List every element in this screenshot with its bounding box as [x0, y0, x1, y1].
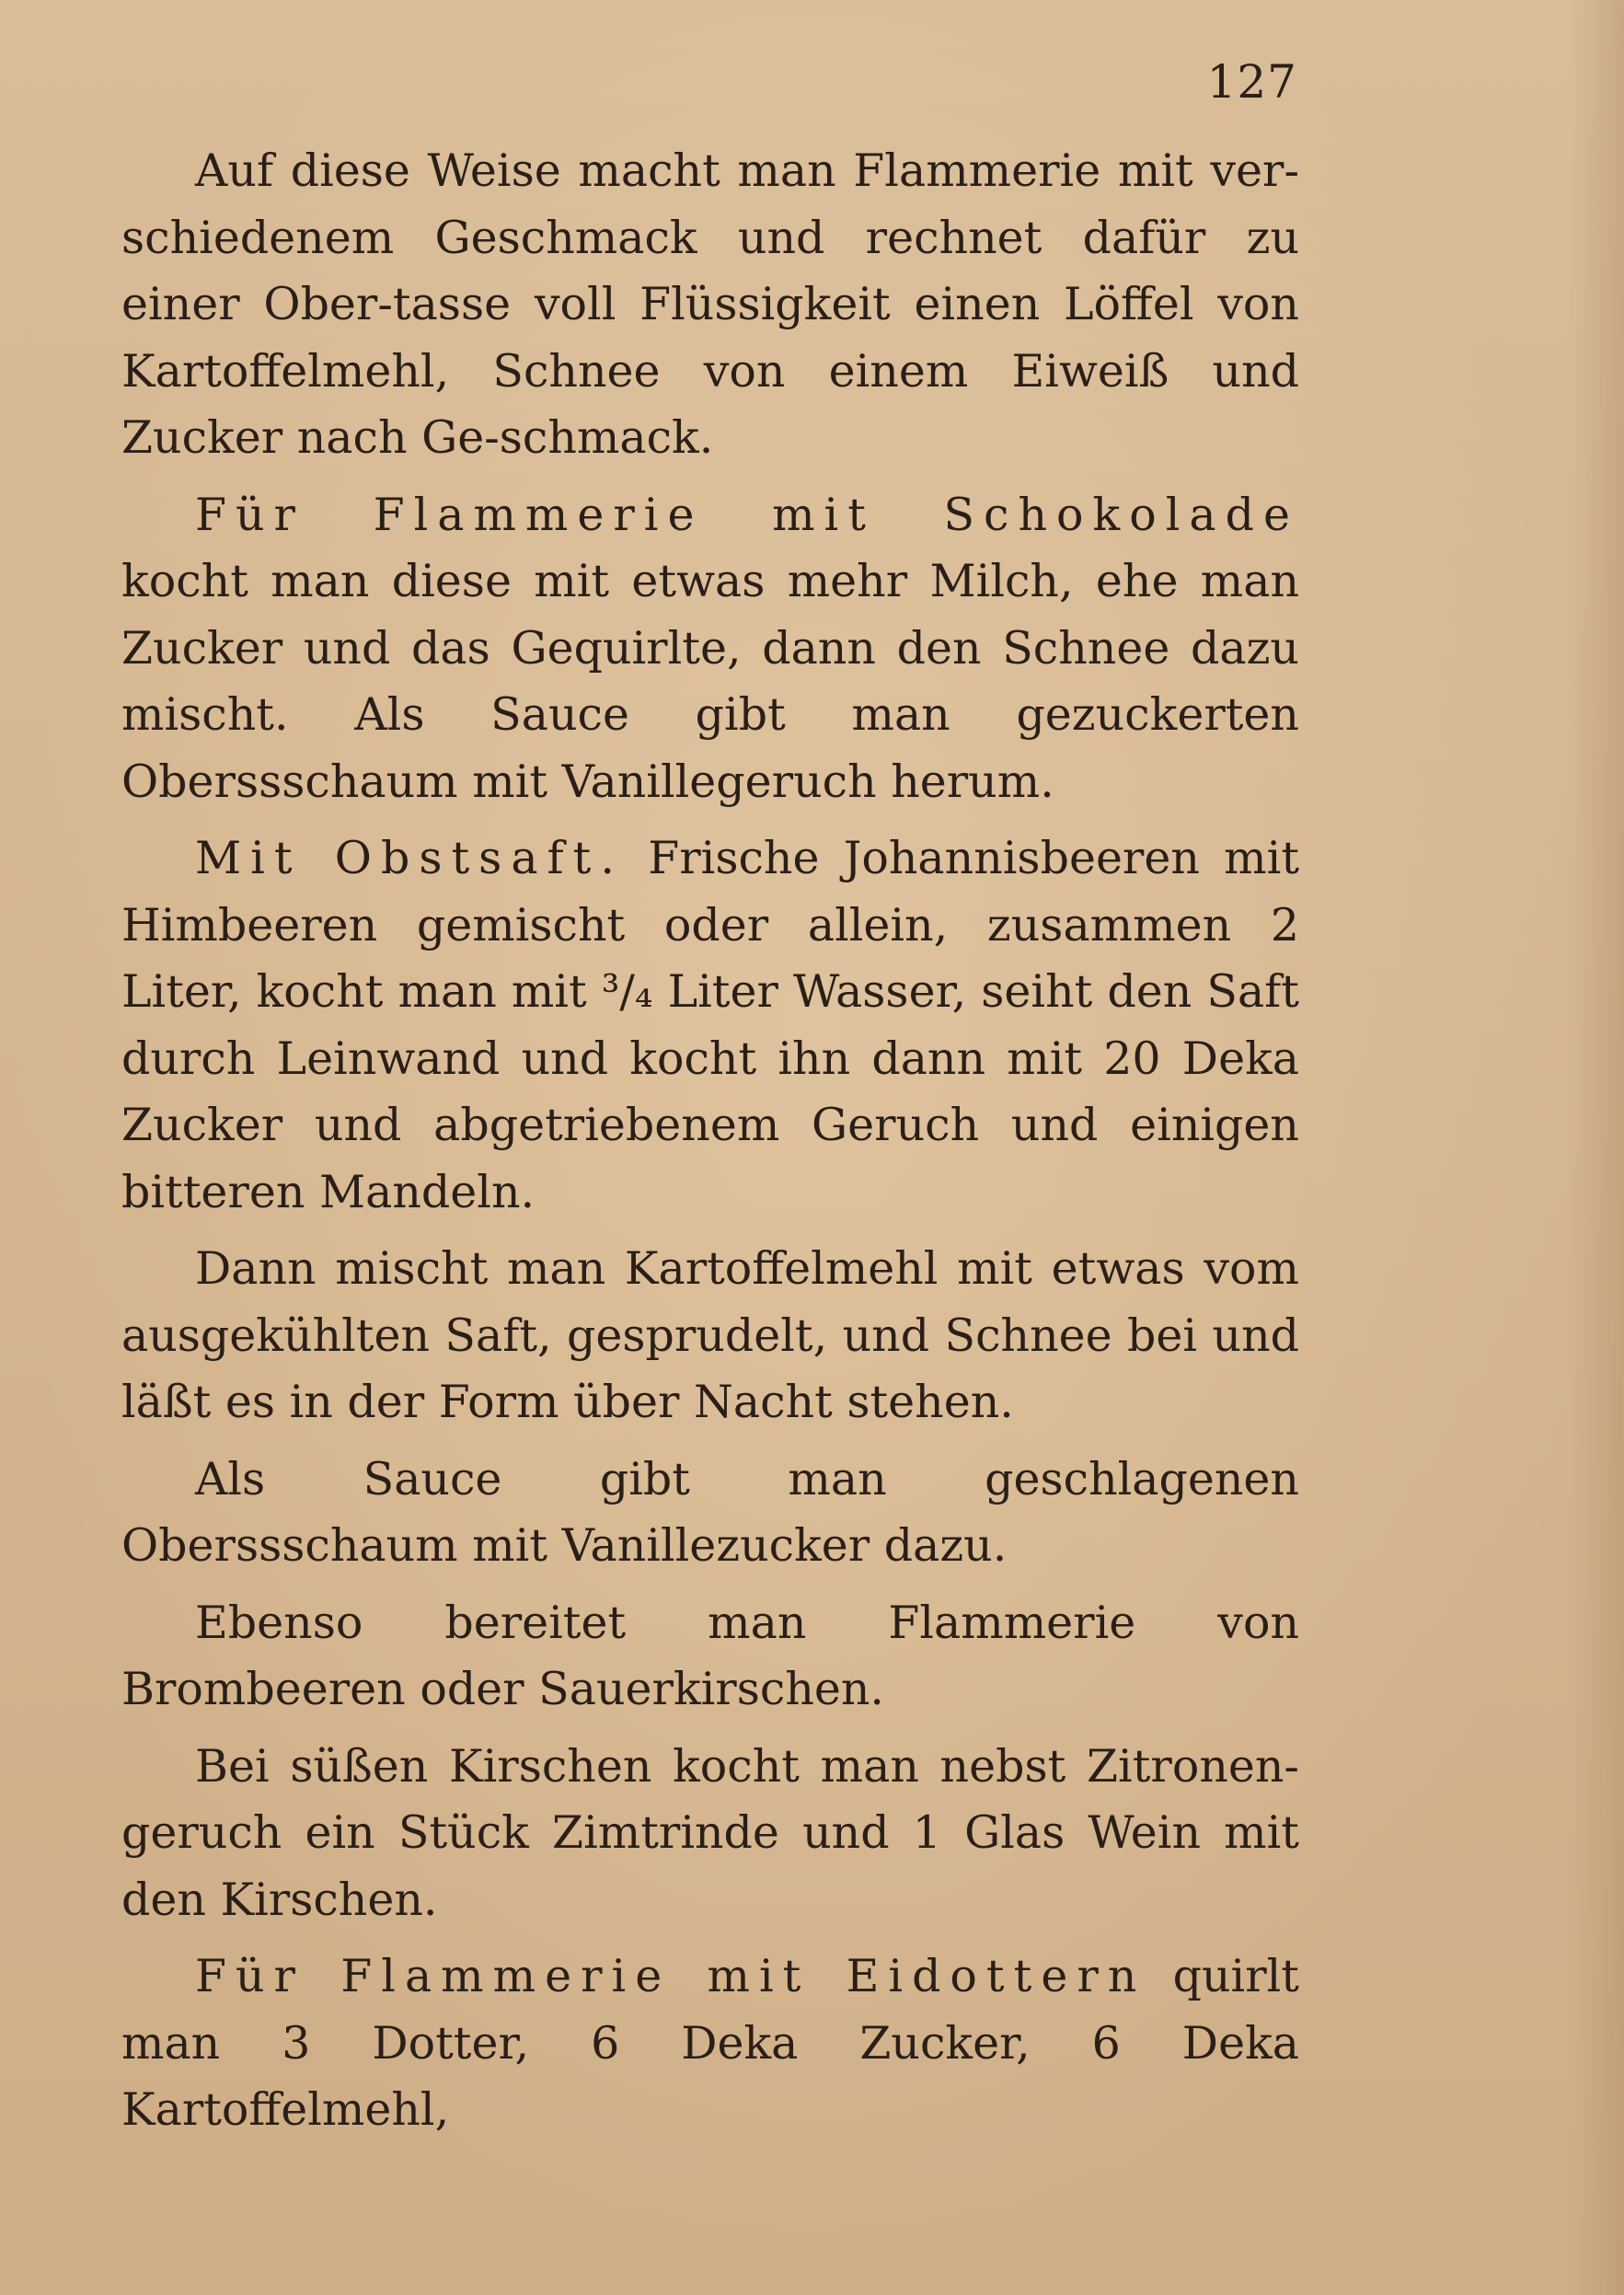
paragraph-text: Auf diese Weise macht man Flammerie mit ver-schiedenem Geschmack und rechnet dafür zu einer Ober-tasse voll Flüssigkeit einen Löffel von Kartoffelmehl, Schnee von einem Eiweiß und Zucker nach Ge-schmack. [121, 144, 1299, 464]
paragraph [121, 825, 1299, 1226]
paragraph-text: Dann mischt man Kartoffelmehl mit etwas vom ausgekühlten Saft, gesprudelt, und Schnee bei und läßt es in der Form über Nacht stehen. [121, 1242, 1299, 1428]
paragraph-lead: Mit Obstsaft. [195, 832, 624, 884]
paragraph-lead: Für Flammerie mit Schokolade [195, 488, 1299, 541]
page-number: 127 [1206, 55, 1297, 109]
paragraph-text: quirlt man 3 Dotter, 6 Deka Zucker, 6 Deka Kartoffelmehl, [121, 1950, 1299, 2136]
paragraph [121, 1590, 1299, 1724]
paragraph [121, 1734, 1299, 1934]
paragraph [121, 1447, 1299, 1580]
paragraph-text: Bei süßen Kirschen kocht man nebst Zitronen-geruch ein Stück Zimtrinde und 1 Glas Wein mit den Kirschen. [121, 1739, 1299, 1926]
paragraph [121, 1943, 1299, 2144]
paragraph [121, 138, 1299, 472]
page-edge-shadow [1569, 0, 1624, 2295]
paragraph-text: Als Sauce gibt man geschlagenen Oberssschaum mit Vanillezucker dazu. [121, 1452, 1299, 1572]
paragraph-lead: Für Flammerie mit Eidottern [195, 1950, 1146, 2002]
body-text [121, 138, 1299, 2154]
paragraph-text: kocht man diese mit etwas mehr Milch, ehe man Zucker und das Gequirlte, dann den Schnee dazu mischt. Als Sauce gibt man gezuckerten Oberssschaum mit Vanillegeruch herum. [121, 555, 1299, 808]
paragraph [121, 1236, 1299, 1436]
paragraph-text: Ebenso bereitet man Flammerie von Brombeeren oder Sauerkirschen. [121, 1596, 1299, 1715]
paragraph-text: Frische Johannisbeeren mit Himbeeren gemischt oder allein, zusammen 2 Liter, kocht man mit ³/₄ Liter Wasser, seiht den Saft durch Leinwand und kocht ihn dann mit 20 Deka Zucker und abgetriebenem Geruch und einigen bitteren Mandeln. [121, 832, 1300, 1218]
paragraph [121, 482, 1299, 816]
